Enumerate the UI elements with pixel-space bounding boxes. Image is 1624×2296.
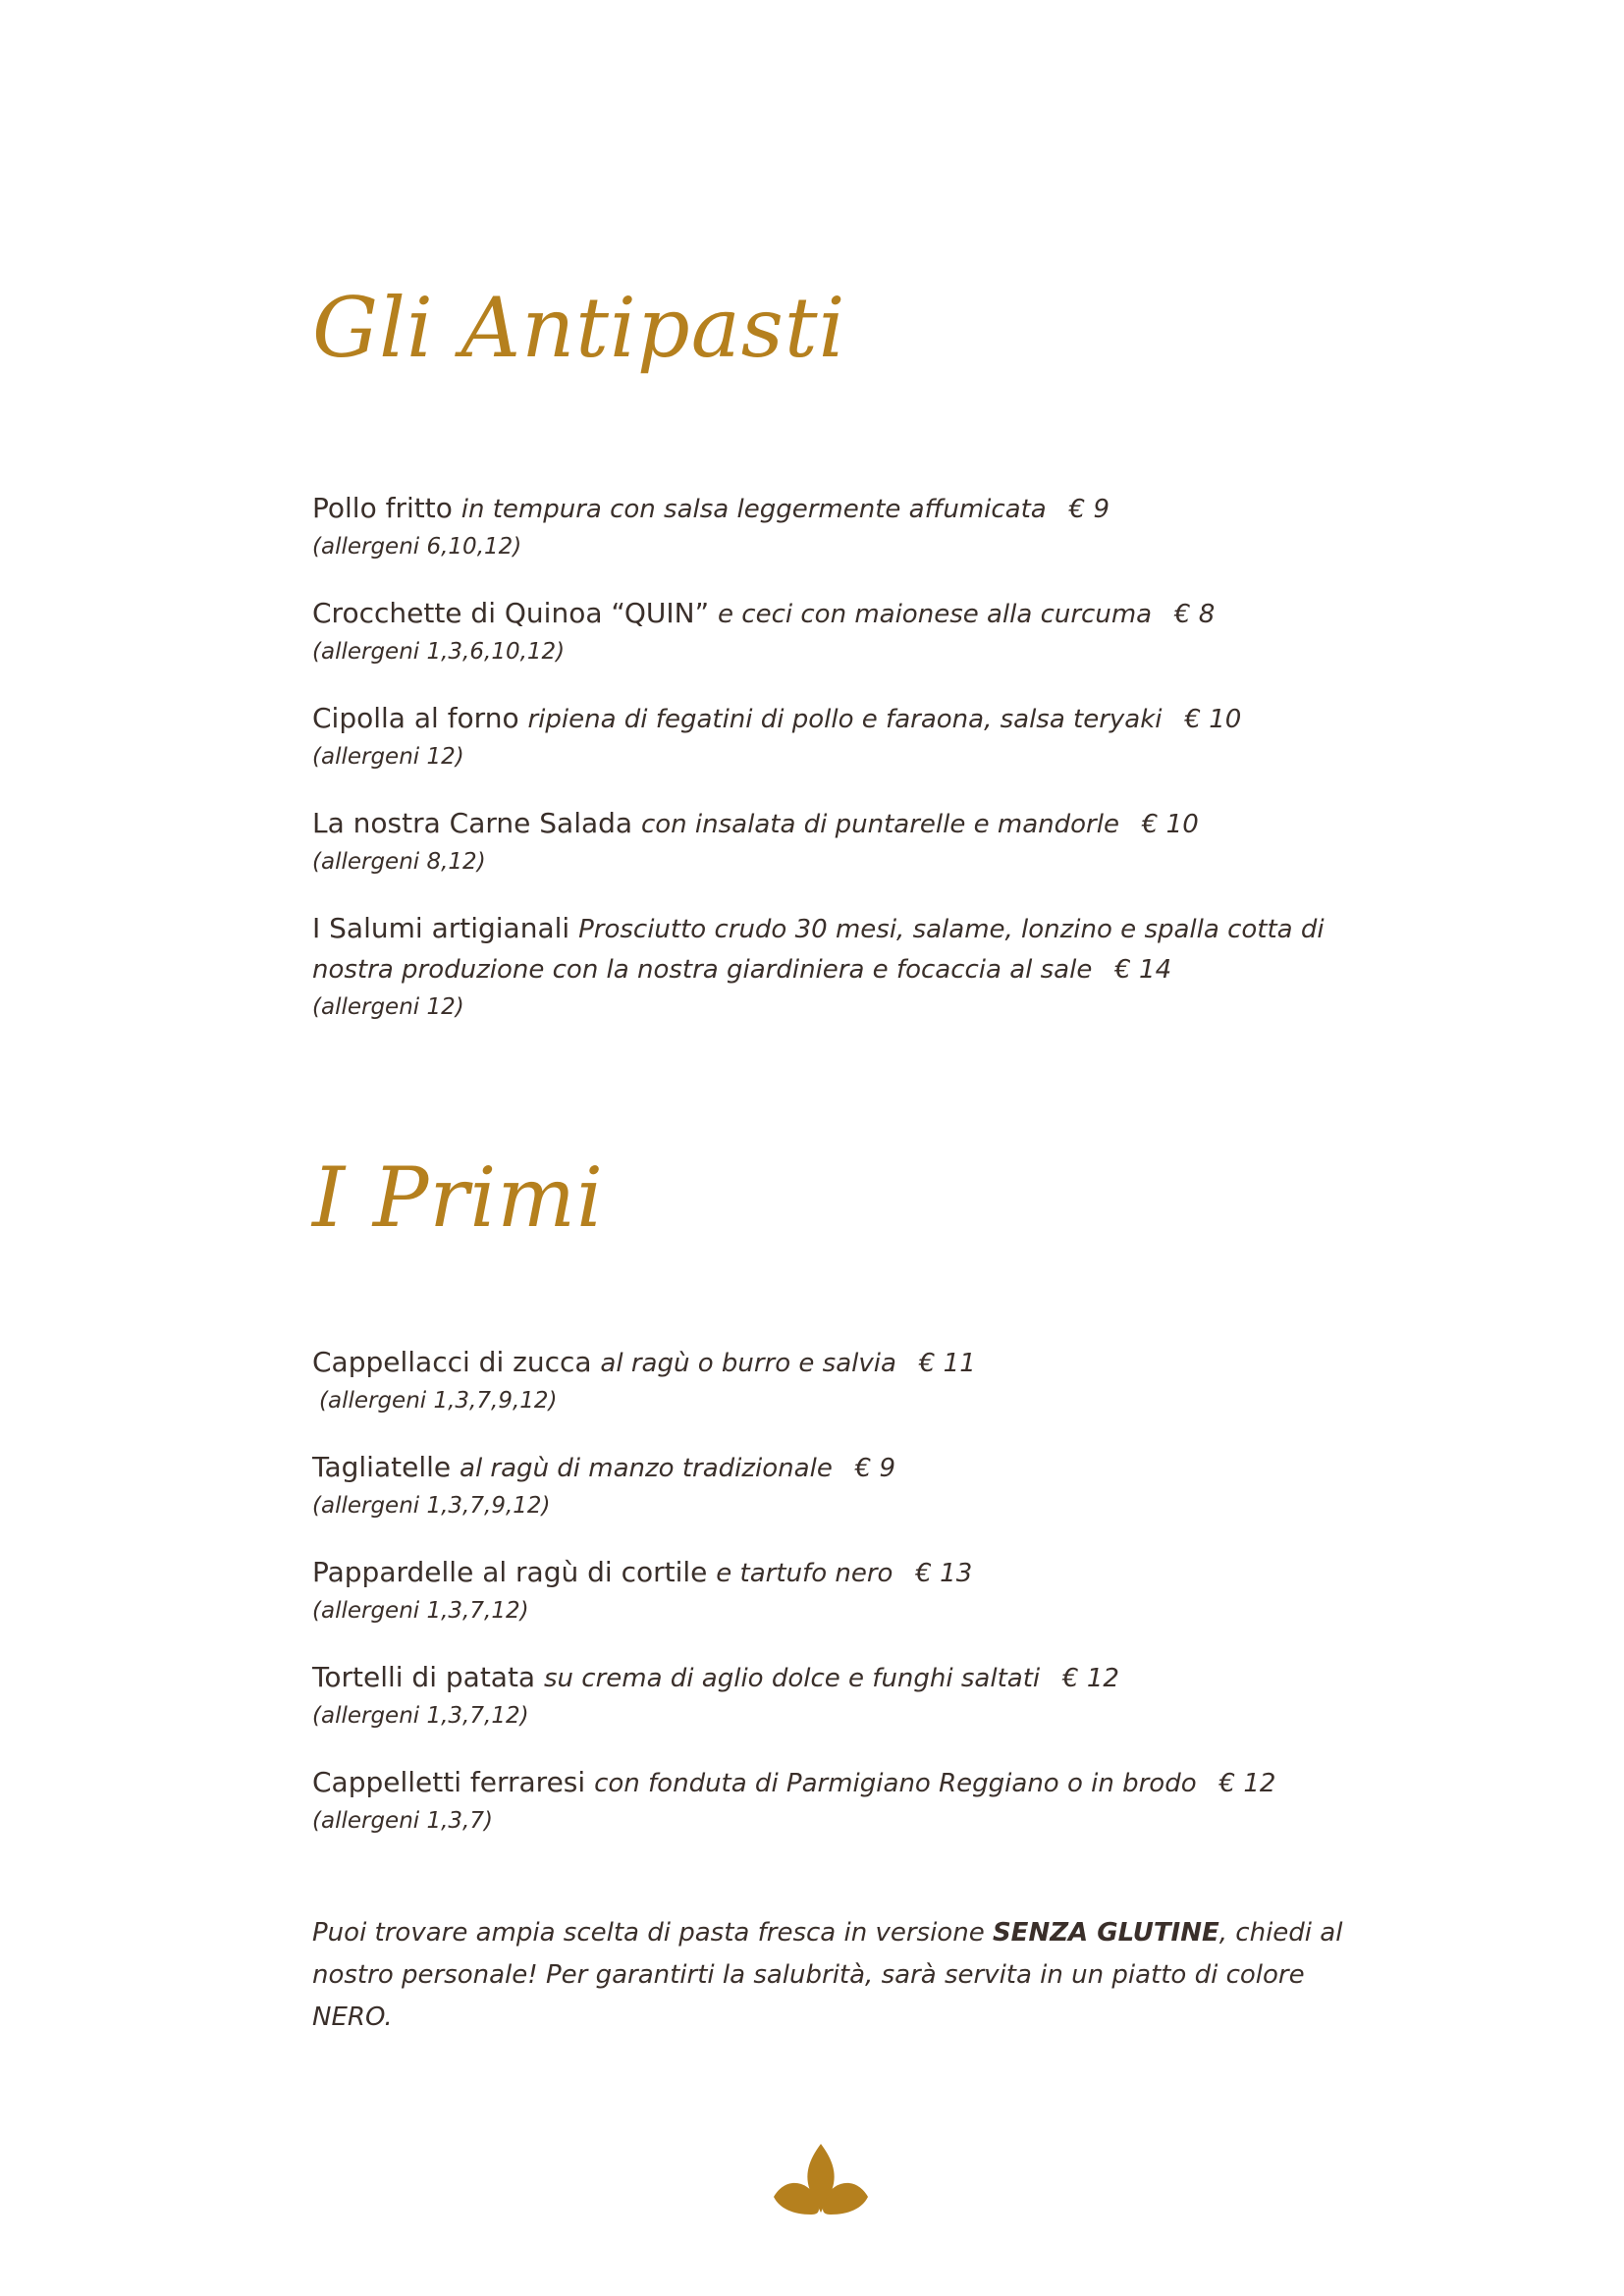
item-price: € 14	[1114, 955, 1172, 985]
item-line	[312, 699, 1353, 739]
item-price: € 11	[918, 1349, 976, 1378]
menu-item	[312, 1658, 1353, 1734]
item-allergens: (allergeni 1,3,7,9,12)	[312, 1493, 551, 1519]
item-name: Cappellacci di zucca	[312, 1346, 592, 1378]
item-name: Cipolla al forno	[312, 702, 519, 734]
menu-item	[312, 804, 1353, 880]
item-price: € 10	[1184, 705, 1242, 734]
item-line	[312, 1553, 1353, 1593]
item-allergens: (allergeni 1,3,7)	[312, 1808, 493, 1834]
item-description: con insalata di puntarelle e mandorle	[640, 810, 1119, 839]
primi-list	[312, 1343, 1353, 1868]
item-name: Pollo fritto	[312, 492, 453, 524]
item-name: La nostra Carne Salada	[312, 807, 633, 839]
note-highlight: SENZA GLUTINE	[992, 1918, 1219, 1948]
item-price: € 13	[915, 1559, 973, 1588]
menu-item	[312, 1763, 1353, 1839]
item-name: Crocchette di Quinoa “QUIN”	[312, 597, 710, 629]
item-line	[312, 804, 1353, 844]
item-description: con fonduta di Parmigiano Reggiano o in brodo	[594, 1769, 1197, 1798]
item-name: Cappelletti ferraresi	[312, 1766, 586, 1798]
item-name: I Salumi artigianali	[312, 912, 570, 944]
item-description: ripiena di fegatini di pollo e faraona, salsa teryaki	[527, 705, 1163, 734]
menu-item	[312, 909, 1353, 1025]
item-price: € 9	[854, 1454, 896, 1483]
menu-item	[312, 594, 1353, 669]
item-line	[312, 489, 1353, 529]
item-line	[312, 1763, 1353, 1803]
item-name: Pappardelle al ragù di cortile	[312, 1556, 708, 1588]
antipasti-list	[312, 489, 1353, 1054]
item-allergens: (allergeni 1,3,7,9,12)	[319, 1388, 558, 1414]
item-description: e ceci con maionese alla curcuma	[718, 600, 1153, 629]
menu-item	[312, 699, 1353, 774]
item-description: al ragù di manzo tradizionale	[460, 1454, 833, 1483]
item-price: € 9	[1068, 495, 1110, 524]
item-line	[312, 594, 1353, 634]
item-name: Tortelli di patata	[312, 1661, 536, 1693]
item-allergens: (allergeni 1,3,7,12)	[312, 1598, 529, 1624]
item-description: Prosciutto crudo 30 mesi, salame, lonzino e spalla cotta di nostra produzione con la nostra giardiniera e focaccia al sale	[312, 915, 1325, 985]
menu-item	[312, 1553, 1353, 1629]
menu-item	[312, 1448, 1353, 1523]
menu-item	[312, 1343, 1353, 1418]
item-allergens: (allergeni 8,12)	[312, 849, 486, 875]
item-price: € 12	[1218, 1769, 1276, 1798]
item-price: € 8	[1173, 600, 1216, 629]
item-allergens: (allergeni 1,3,6,10,12)	[312, 639, 566, 665]
menu-item	[312, 489, 1353, 564]
item-name: Tagliatelle	[312, 1451, 452, 1483]
section-title-antipasti: Gli Antipasti	[312, 280, 846, 376]
item-description: e tartufo nero	[716, 1559, 893, 1588]
item-line	[312, 909, 1353, 989]
note-text: , chiedi al nostro personale! Per garantirti la salubrità, sarà servita in un piatto di colore NERO.	[312, 1918, 1343, 2032]
item-allergens: (allergeni 1,3,7,12)	[312, 1703, 529, 1729]
three-petal-leaf-logo-icon	[772, 2142, 870, 2220]
item-line	[312, 1343, 1353, 1383]
note-text: Puoi trovare ampia scelta di pasta fresca in versione	[312, 1918, 993, 1948]
item-allergens: (allergeni 6,10,12)	[312, 534, 522, 560]
item-description: su crema di aglio dolce e funghi saltati	[544, 1664, 1041, 1693]
item-allergens: (allergeni 12)	[312, 744, 464, 770]
item-price: € 10	[1141, 810, 1199, 839]
gluten-free-note	[312, 1912, 1373, 2039]
section-title-primi: I Primi	[312, 1149, 604, 1246]
item-description: in tempura con salsa leggermente affumicata	[460, 495, 1047, 524]
item-price: € 12	[1062, 1664, 1119, 1693]
item-description: al ragù o burro e salvia	[600, 1349, 896, 1378]
item-allergens: (allergeni 12)	[312, 994, 464, 1020]
item-line	[312, 1658, 1353, 1698]
item-line	[312, 1448, 1353, 1488]
